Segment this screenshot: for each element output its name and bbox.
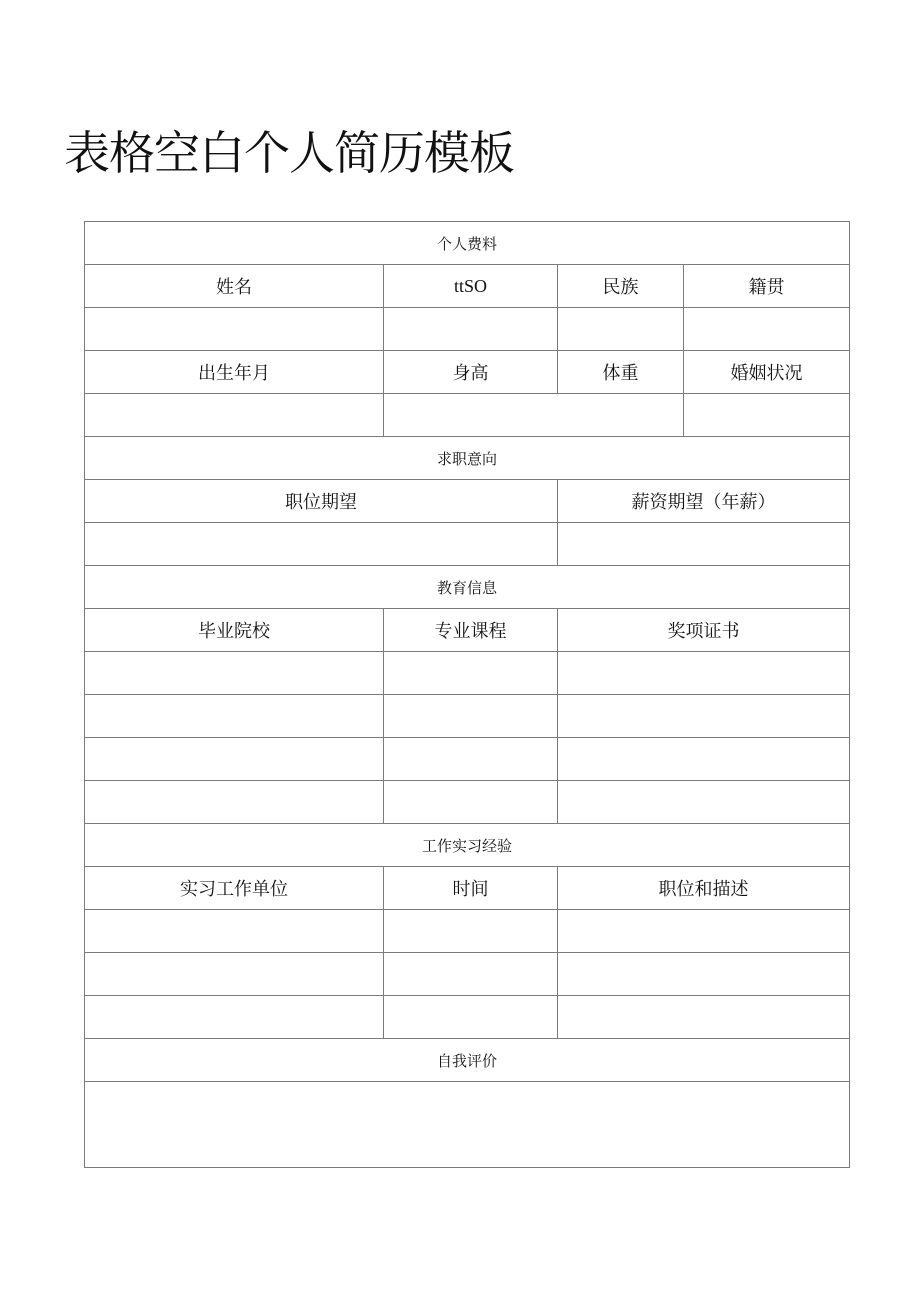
major-field[interactable]: [384, 652, 558, 695]
time-field[interactable]: [384, 996, 558, 1039]
section-row-self-eval: [85, 1039, 850, 1082]
hometown-field[interactable]: [684, 308, 850, 351]
label-position: 职位期望: [85, 480, 558, 523]
label-awards: 奖项证书: [558, 609, 850, 652]
page-title: 表格空白个人简历模板: [64, 126, 514, 180]
header-row-personal-1: [85, 265, 850, 308]
header-row-education: [85, 609, 850, 652]
school-field[interactable]: [85, 781, 384, 824]
input-row-personal-1: [85, 308, 850, 351]
input-row-personal-2: [85, 394, 850, 437]
header-row-personal-2: [85, 351, 850, 394]
school-field[interactable]: [85, 695, 384, 738]
header-row-intent: [85, 480, 850, 523]
label-height: 身高: [384, 351, 558, 394]
work-row: [85, 996, 850, 1039]
section-row-education: [85, 566, 850, 609]
ethnicity-field[interactable]: [558, 308, 684, 351]
height-weight-field[interactable]: [384, 394, 684, 437]
label-marital: 婚姻状况: [684, 351, 850, 394]
description-field[interactable]: [558, 953, 850, 996]
section-header-intent: 求职意向: [85, 437, 850, 480]
label-hometown: 籍贯: [684, 265, 850, 308]
awards-field[interactable]: [558, 738, 850, 781]
school-field[interactable]: [85, 738, 384, 781]
input-row-intent: [85, 523, 850, 566]
time-field[interactable]: [384, 953, 558, 996]
salary-field[interactable]: [558, 523, 850, 566]
label-ethnicity: 民族: [558, 265, 684, 308]
major-field[interactable]: [384, 781, 558, 824]
school-field[interactable]: [85, 652, 384, 695]
description-field[interactable]: [558, 996, 850, 1039]
section-row-intent: [85, 437, 850, 480]
section-row-work: [85, 824, 850, 867]
label-gender: ttSO: [384, 265, 558, 308]
resume-table: [84, 221, 850, 1168]
label-major: 专业课程: [384, 609, 558, 652]
time-field[interactable]: [384, 910, 558, 953]
major-field[interactable]: [384, 738, 558, 781]
label-time: 时间: [384, 867, 558, 910]
label-birth: 出生年月: [85, 351, 384, 394]
self-eval-field[interactable]: [85, 1082, 850, 1168]
section-header-self-eval: 自我评价: [85, 1039, 850, 1082]
position-field[interactable]: [85, 523, 558, 566]
company-field[interactable]: [85, 996, 384, 1039]
education-row: [85, 695, 850, 738]
label-school: 毕业院校: [85, 609, 384, 652]
work-row: [85, 910, 850, 953]
label-company: 实习工作单位: [85, 867, 384, 910]
section-header-work: 工作实习经验: [85, 824, 850, 867]
label-weight: 体重: [558, 351, 684, 394]
company-field[interactable]: [85, 953, 384, 996]
education-row: [85, 652, 850, 695]
work-row: [85, 953, 850, 996]
description-field[interactable]: [558, 910, 850, 953]
marital-field[interactable]: [684, 394, 850, 437]
header-row-work: [85, 867, 850, 910]
awards-field[interactable]: [558, 695, 850, 738]
section-header-personal: 个人费料: [85, 222, 850, 265]
input-row-self-eval: [85, 1082, 850, 1168]
awards-field[interactable]: [558, 781, 850, 824]
birth-field[interactable]: [85, 394, 384, 437]
education-row: [85, 781, 850, 824]
education-row: [85, 738, 850, 781]
name-field[interactable]: [85, 308, 384, 351]
label-salary: 薪资期望（年薪）: [558, 480, 850, 523]
major-field[interactable]: [384, 695, 558, 738]
label-description: 职位和描述: [558, 867, 850, 910]
gender-field[interactable]: [384, 308, 558, 351]
company-field[interactable]: [85, 910, 384, 953]
section-header-education: 教育信息: [85, 566, 850, 609]
section-row-personal: [85, 222, 850, 265]
awards-field[interactable]: [558, 652, 850, 695]
label-name: 姓名: [85, 265, 384, 308]
